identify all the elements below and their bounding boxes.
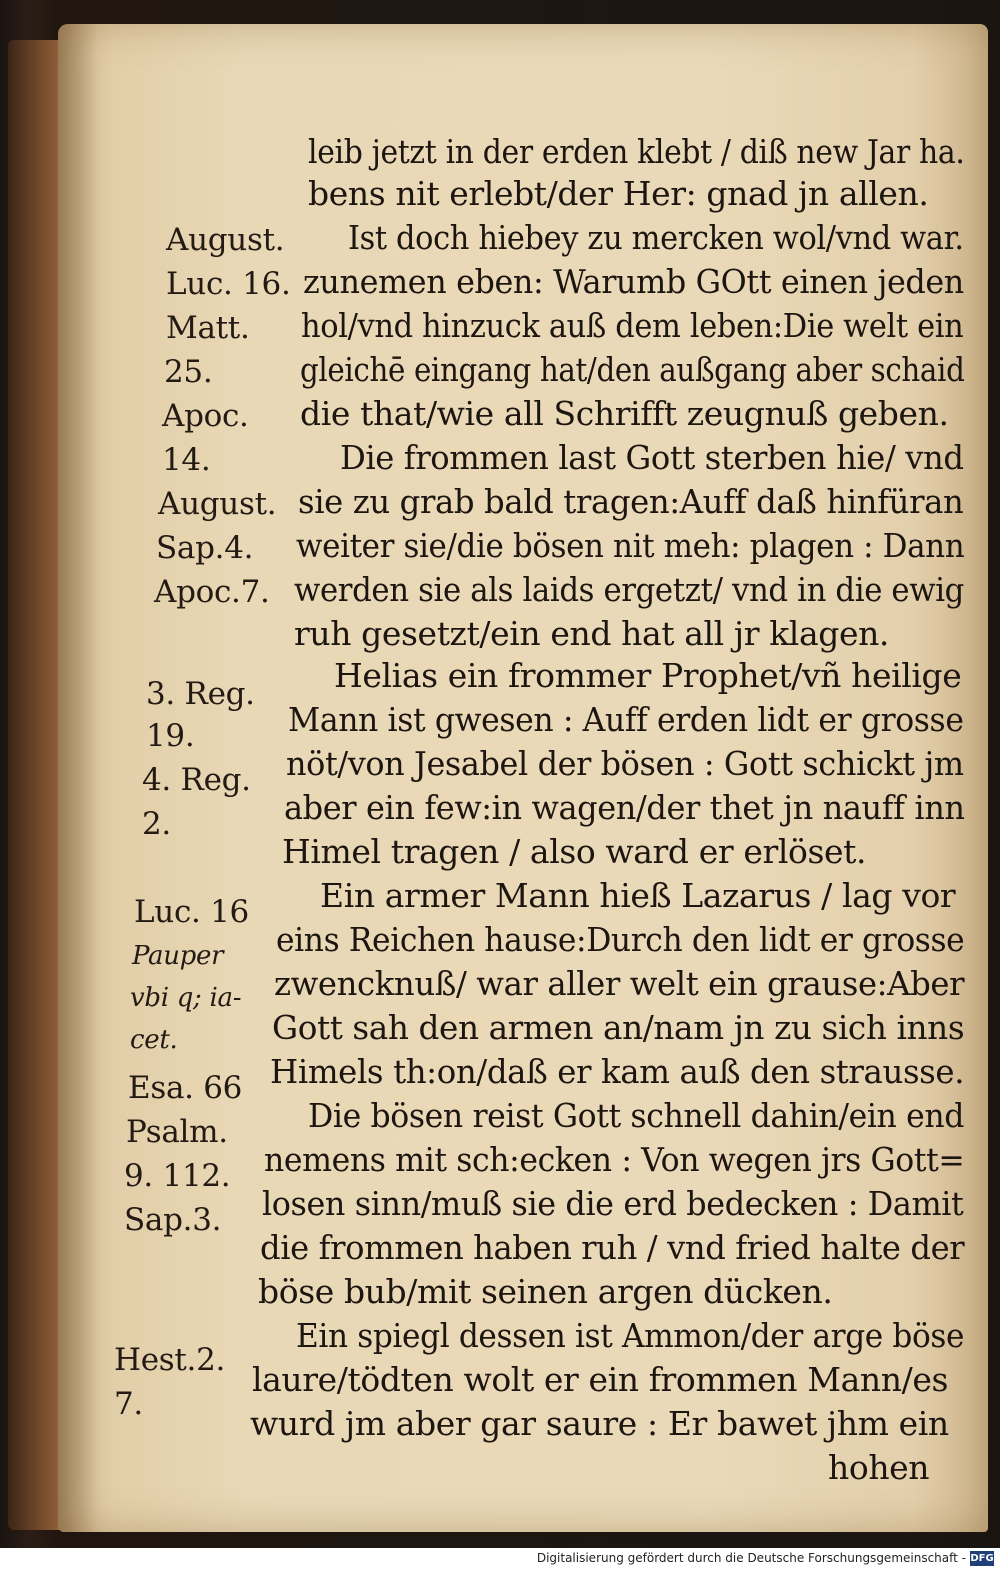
margin-note: Esa. 66 xyxy=(128,1070,243,1106)
dfg-logo: DFG xyxy=(970,1553,994,1564)
text-line: Gott sah den armen an/nam jn zu sich inns xyxy=(272,1008,965,1047)
margin-note: 25. xyxy=(164,354,213,390)
margin-note: Pauper xyxy=(132,941,224,971)
text-line: Ist doch hiebey zu mercken wol/vnd war. xyxy=(348,218,964,257)
book-page xyxy=(58,24,988,1532)
margin-note: Apoc.7. xyxy=(154,574,270,610)
margin-note: Luc. 16. xyxy=(166,266,291,302)
text-line: die frommen haben ruh / vnd fried halte der xyxy=(260,1228,965,1267)
text-line: wurd jm aber gar saure : Er bawet jhm ein xyxy=(250,1404,949,1443)
text-line: ruh gesetzt/ein end hat all jr klagen. xyxy=(294,614,890,653)
text-line: aber ein few:in wagen/der thet jn nauff inn xyxy=(284,788,965,827)
text-line: Ein armer Mann hieß Lazarus / lag vor xyxy=(320,876,956,915)
catchword: hohen xyxy=(828,1448,930,1487)
text-line: Ein spiegl dessen ist Ammon/der arge böse xyxy=(296,1316,965,1355)
text-line: Himels th:on/daß er kam auß den strausse. xyxy=(270,1052,965,1091)
text-line: sie zu grab bald tragen:Auff daß hinfüran xyxy=(298,482,964,521)
margin-note: Hest.2. xyxy=(114,1342,226,1378)
margin-note: 4. Reg. xyxy=(142,762,251,798)
margin-note: 14. xyxy=(162,442,211,478)
page-text xyxy=(58,24,988,1532)
text-line: Die frommen last Gott sterben hie/ vnd xyxy=(340,438,964,477)
margin-note: 3. Reg. xyxy=(146,676,255,712)
text-line: Mann ist gwesen : Auff erden lidt er grosse xyxy=(288,700,964,739)
text-line: bens nit erlebt/der Her: gnad jn allen. xyxy=(308,174,929,213)
margin-note: Matt. xyxy=(166,310,250,346)
text-line: eins Reichen hause:Durch den lidt er grosse xyxy=(276,920,965,959)
margin-note: 2. xyxy=(142,806,171,842)
margin-note: vbi q; ia- xyxy=(130,983,242,1013)
margin-note: Psalm. xyxy=(126,1114,228,1150)
text-line: weiter sie/die bösen nit meh: plagen : Dann xyxy=(296,526,965,565)
text-line: laure/tödten wolt er ein frommen Mann/es xyxy=(252,1360,948,1399)
margin-note: Luc. 16 xyxy=(134,894,249,930)
text-line: losen sinn/muß sie die erd bedecken : Damit xyxy=(262,1184,964,1223)
margin-note: 7. xyxy=(114,1386,143,1422)
text-line: gleichē eingang hat/den außgang aber schaid xyxy=(300,350,965,389)
margin-note: cet. xyxy=(130,1025,178,1055)
margin-note: 9. 112. xyxy=(124,1158,231,1194)
text-line: Helias ein frommer Prophet/vñ heilige xyxy=(334,656,962,695)
funding-notice: Digitalisierung gefördert durch die Deutsche Forschungsgemeinschaft - xyxy=(536,1551,966,1565)
text-line: zwencknuß/ war aller welt ein grause:Aber xyxy=(274,964,965,1003)
margin-note: August. xyxy=(158,486,277,522)
margin-note: August. xyxy=(166,222,285,258)
text-line: leib jetzt in der erden klebt / diß new Jar ha. xyxy=(308,132,965,171)
text-line: nöt/von Jesabel der bösen : Gott schickt jm xyxy=(286,744,964,783)
text-line: Himel tragen / also ward er erlöset. xyxy=(282,832,867,871)
margin-note: Sap.3. xyxy=(124,1202,222,1238)
margin-note: Apoc. xyxy=(162,398,249,434)
text-line: werden sie als laids ergetzt/ vnd in die ewig xyxy=(294,570,965,609)
text-line: die that/wie all Schrifft zeugnuß geben. xyxy=(300,394,949,433)
text-line: hol/vnd hinzuck auß dem leben:Die welt ein xyxy=(301,306,964,345)
text-line: zunemen eben: Warumb GOtt einen jeden xyxy=(303,262,964,301)
text-line: nemens mit sch:ecken : Von wegen jrs Gott= xyxy=(264,1140,965,1179)
margin-note: 19. xyxy=(146,718,195,754)
text-line: böse bub/mit seinen argen dücken. xyxy=(258,1272,833,1311)
margin-note: Sap.4. xyxy=(156,530,254,566)
text-line: Die bösen reist Gott schnell dahin/ein end xyxy=(308,1096,965,1135)
